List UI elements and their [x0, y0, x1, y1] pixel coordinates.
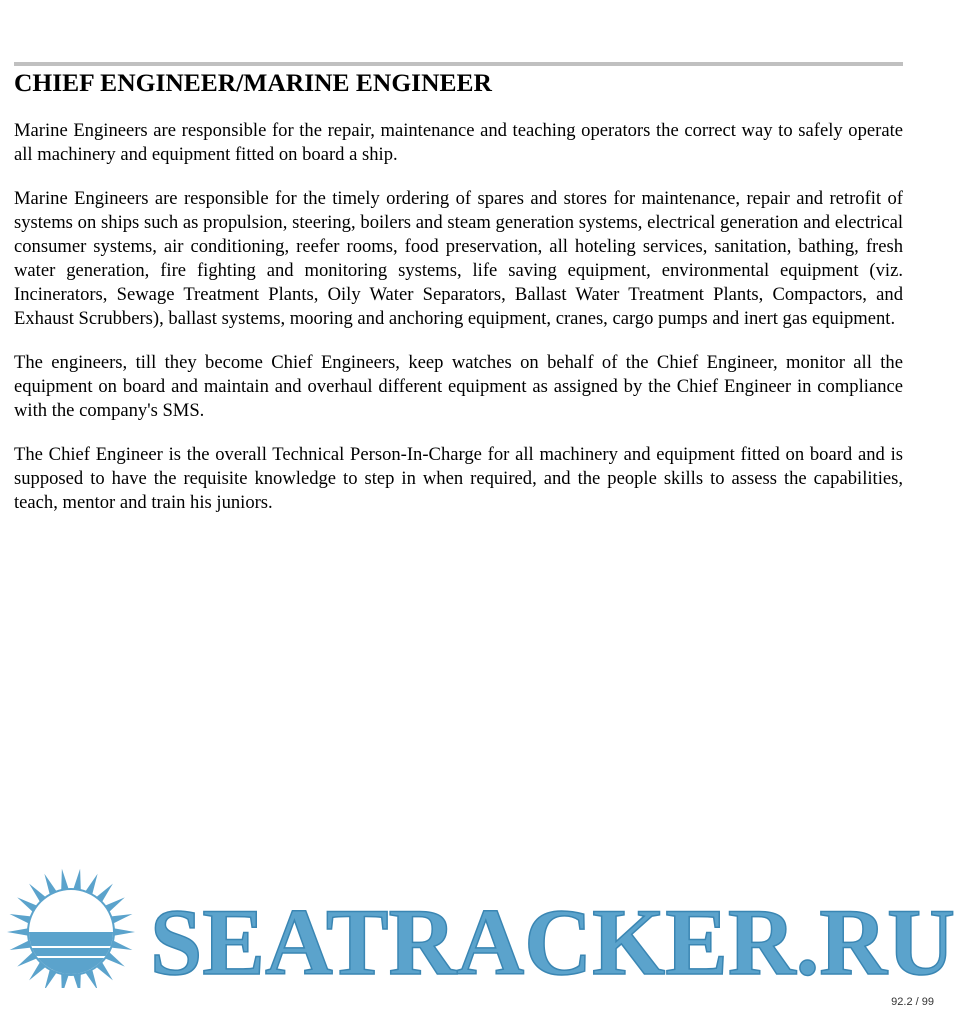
page-counter: 92.2 / 99 — [891, 996, 934, 1008]
document-body — [14, 119, 903, 535]
paragraph-3: The engineers, till they become Chief Engineers, keep watches on behalf of the Chief Engineer, monitor all the equipment on board and maintain and overhaul different equipment as assigned by the Chief Engineer in compliance with the company's SMS. — [14, 352, 903, 421]
sun-wave-logo-icon — [7, 869, 135, 988]
page-title: CHIEF ENGINEER/MARINE ENGINEER — [14, 68, 492, 97]
paragraph-4: The Chief Engineer is the overall Technical Person-In-Charge for all machinery and equipment fitted on board and is supposed to have the requisite knowledge to step in when required, and the people skills to assess the capabilities, teach, mentor and train his juniors. — [14, 444, 903, 513]
paragraph-2: Marine Engineers are responsible for the timely ordering of spares and stores for maintenance, repair and retrofit of systems on ships such as propulsion, steering, boilers and steam generation systems, electrical generation and electrical consumer systems, air conditioning, reefer rooms, food preservation, all hoteling services, sanitation, bathing, fresh water generation, fire fighting and monitoring systems, life saving equipment, environmental equipment (viz. Incinerators, Sewage Treatment Plants, Oily Water Separators, Ballast Water Treatment Plants, Compactors, and Exhaust Scrubbers), ballast systems, mooring and anchoring equipment, cranes, cargo pumps and inert gas equipment. — [14, 188, 903, 329]
paragraph-1: Marine Engineers are responsible for the repair, maintenance and teaching operators the correct way to safely operate all machinery and equipment fitted on board a ship. — [14, 120, 903, 165]
watermark — [0, 866, 971, 988]
watermark-text: SEATRACKER.RU — [150, 889, 955, 988]
